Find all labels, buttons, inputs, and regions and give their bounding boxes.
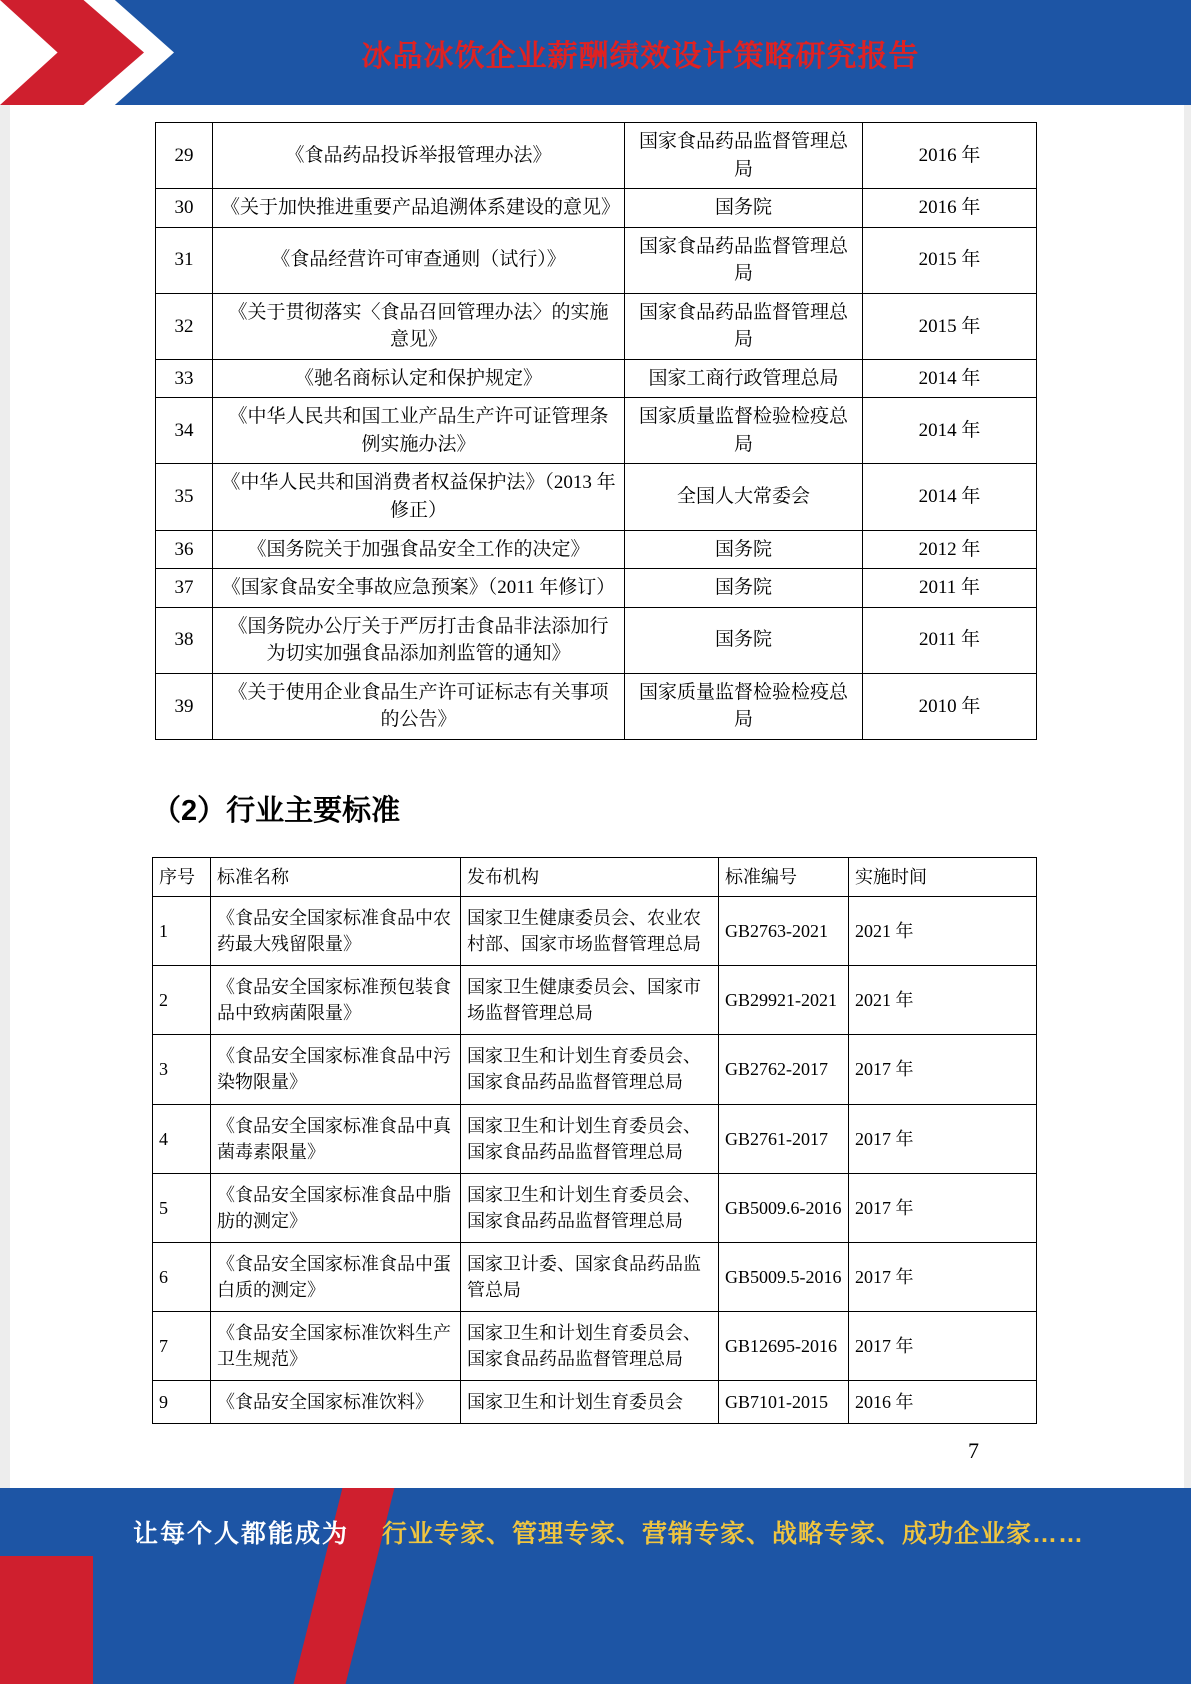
cell-no: 32 [156, 293, 213, 359]
table-row [156, 530, 1037, 569]
cell-name: 《驰名商标认定和保护规定》 [213, 359, 625, 398]
cell-agency: 国家质量监督检验检疫总局 [625, 673, 863, 739]
page-content [0, 105, 1191, 1464]
table-row [153, 1381, 1037, 1424]
cell-name: 《中华人民共和国工业产品生产许可证管理条例实施办法》 [213, 398, 625, 464]
column-header: 发布机构 [461, 857, 719, 896]
cell-time: 2017 年 [849, 1312, 1037, 1381]
cell-time: 2017 年 [849, 1035, 1037, 1104]
cell-agency: 国家卫生健康委员会、国家市场监督管理总局 [461, 966, 719, 1035]
cell-time: 2021 年 [849, 896, 1037, 965]
cell-name: 《食品安全国家标准食品中脂肪的测定》 [211, 1173, 461, 1242]
footer-slogan-left: 让每个人都能成为 [133, 1520, 350, 1548]
cell-name: 《食品经营许可审查通则（试行）》 [213, 227, 625, 293]
policy-table-body [156, 123, 1037, 740]
cell-name: 《关于加快推进重要产品追溯体系建设的意见》 [213, 189, 625, 228]
cell-agency: 国家卫生和计划生育委员会、国家食品药品监督管理总局 [461, 1173, 719, 1242]
table-row [156, 569, 1037, 608]
cell-code: GB5009.6-2016 [719, 1173, 849, 1242]
standards-table-head [153, 857, 1037, 896]
cell-name: 《国务院关于加强食品安全工作的决定》 [213, 530, 625, 569]
page-header [0, 0, 1191, 105]
standards-table-body [153, 896, 1037, 1423]
cell-agency: 国家卫生和计划生育委员会 [461, 1381, 719, 1424]
cell-no: 36 [156, 530, 213, 569]
cell-time: 2017 年 [849, 1104, 1037, 1173]
cell-agency: 国务院 [625, 530, 863, 569]
cell-agency: 国务院 [625, 569, 863, 608]
table-row [156, 227, 1037, 293]
table-row [156, 189, 1037, 228]
cell-agency: 国务院 [625, 189, 863, 228]
cell-code: GB2763-2021 [719, 896, 849, 965]
cell-agency: 国家卫生和计划生育委员会、国家食品药品监督管理总局 [461, 1035, 719, 1104]
cell-name: 《食品安全国家标准食品中真菌毒素限量》 [211, 1104, 461, 1173]
policy-table [155, 122, 1037, 740]
column-header: 实施时间 [849, 857, 1037, 896]
table-row [156, 398, 1037, 464]
table-row [153, 896, 1037, 965]
cell-year: 2012 年 [863, 530, 1037, 569]
table-row [156, 359, 1037, 398]
cell-code: GB12695-2016 [719, 1312, 849, 1381]
cell-agency: 国务院 [625, 607, 863, 673]
table-row [153, 1104, 1037, 1173]
table-row [156, 293, 1037, 359]
cell-name: 《食品安全国家标准饮料》 [211, 1381, 461, 1424]
cell-code: GB2761-2017 [719, 1104, 849, 1173]
cell-no: 33 [156, 359, 213, 398]
cell-year: 2011 年 [863, 569, 1037, 608]
cell-no: 9 [153, 1381, 211, 1424]
table-row [153, 1312, 1037, 1381]
cell-no: 6 [153, 1242, 211, 1311]
cell-name: 《关于贯彻落实〈食品召回管理办法〉的实施意见》 [213, 293, 625, 359]
cell-agency: 国家卫生健康委员会、农业农村部、国家市场监督管理总局 [461, 896, 719, 965]
cell-agency: 国家卫生和计划生育委员会、国家食品药品监督管理总局 [461, 1312, 719, 1381]
cell-name: 《关于使用企业食品生产许可证标志有关事项的公告》 [213, 673, 625, 739]
table-row [153, 1242, 1037, 1311]
column-header: 序号 [153, 857, 211, 896]
footer-slogan-right: 行业专家、管理专家、营销专家、战略专家、成功企业家…… [382, 1520, 1085, 1548]
cell-no: 5 [153, 1173, 211, 1242]
cell-time: 2021 年 [849, 966, 1037, 1035]
cell-year: 2016 年 [863, 123, 1037, 189]
cell-name: 《食品安全国家标准食品中蛋白质的测定》 [211, 1242, 461, 1311]
cell-no: 39 [156, 673, 213, 739]
cell-name: 《中华人民共和国消费者权益保护法》（2013 年修正） [213, 464, 625, 530]
table-row [156, 123, 1037, 189]
cell-name: 《食品安全国家标准食品中污染物限量》 [211, 1035, 461, 1104]
cell-agency: 全国人大常委会 [625, 464, 863, 530]
cell-no: 2 [153, 966, 211, 1035]
column-header: 标准名称 [211, 857, 461, 896]
cell-time: 2017 年 [849, 1173, 1037, 1242]
table-row [153, 1035, 1037, 1104]
table-row [156, 464, 1037, 530]
cell-agency: 国家质量监督检验检疫总局 [625, 398, 863, 464]
cell-code: GB29921-2021 [719, 966, 849, 1035]
cell-name: 《国家食品安全事故应急预案》（2011 年修订） [213, 569, 625, 608]
cell-agency: 国家卫生和计划生育委员会、国家食品药品监督管理总局 [461, 1104, 719, 1173]
footer-red-corner-decoration [0, 1556, 93, 1684]
table-row [156, 673, 1037, 739]
cell-year: 2011 年 [863, 607, 1037, 673]
cell-agency: 国家食品药品监督管理总局 [625, 293, 863, 359]
cell-year: 2010 年 [863, 673, 1037, 739]
cell-no: 37 [156, 569, 213, 608]
cell-name: 《食品药品投诉举报管理办法》 [213, 123, 625, 189]
cell-no: 35 [156, 464, 213, 530]
cell-time: 2016 年 [849, 1381, 1037, 1424]
cell-year: 2014 年 [863, 359, 1037, 398]
standards-table [152, 857, 1037, 1425]
cell-name: 《国务院办公厅关于严厉打击食品非法添加行为切实加强食品添加剂监管的通知》 [213, 607, 625, 673]
cell-no: 4 [153, 1104, 211, 1173]
cell-name: 《食品安全国家标准食品中农药最大残留限量》 [211, 896, 461, 965]
cell-time: 2017 年 [849, 1242, 1037, 1311]
cell-agency: 国家食品药品监督管理总局 [625, 227, 863, 293]
cell-agency: 国家食品药品监督管理总局 [625, 123, 863, 189]
page-footer [0, 1488, 1191, 1684]
table-row [153, 966, 1037, 1035]
cell-agency: 国家卫计委、国家食品药品监管总局 [461, 1242, 719, 1311]
cell-year: 2014 年 [863, 464, 1037, 530]
cell-no: 30 [156, 189, 213, 228]
standards-table-header-row [153, 857, 1037, 896]
cell-name: 《食品安全国家标准饮料生产卫生规范》 [211, 1312, 461, 1381]
cell-code: GB5009.5-2016 [719, 1242, 849, 1311]
cell-no: 29 [156, 123, 213, 189]
cell-no: 34 [156, 398, 213, 464]
cell-no: 38 [156, 607, 213, 673]
cell-year: 2015 年 [863, 293, 1037, 359]
cell-no: 1 [153, 896, 211, 965]
cell-no: 31 [156, 227, 213, 293]
section-heading: （2）行业主要标准 [152, 794, 401, 827]
cell-year: 2014 年 [863, 398, 1037, 464]
cell-code: GB7101-2015 [719, 1381, 849, 1424]
cell-year: 2015 年 [863, 227, 1037, 293]
column-header: 标准编号 [719, 857, 849, 896]
cell-name: 《食品安全国家标准预包装食品中致病菌限量》 [211, 966, 461, 1035]
cell-code: GB2762-2017 [719, 1035, 849, 1104]
cell-no: 7 [153, 1312, 211, 1381]
table-row [153, 1173, 1037, 1242]
cell-agency: 国家工商行政管理总局 [625, 359, 863, 398]
cell-no: 3 [153, 1035, 211, 1104]
page-number: 7 [968, 1438, 979, 1464]
table-row [156, 607, 1037, 673]
report-title: 冰品冰饮企业薪酬绩效设计策略研究报告 [361, 39, 920, 73]
cell-year: 2016 年 [863, 189, 1037, 228]
